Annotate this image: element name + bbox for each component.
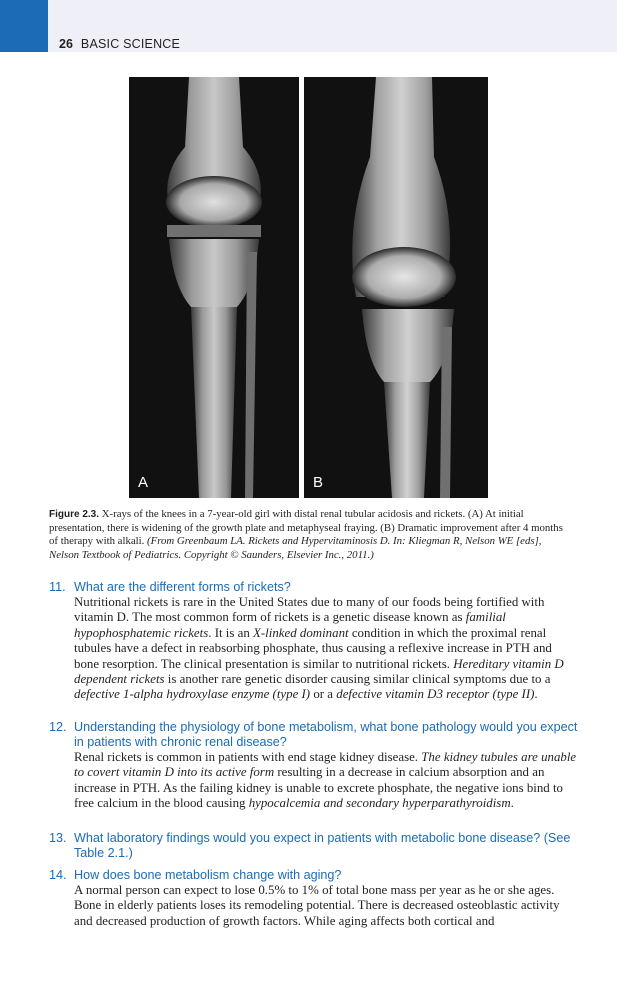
running-head: BASIC SCIENCE xyxy=(80,37,181,51)
xray-panel-b xyxy=(304,77,488,498)
figure-label: Figure 2.3. xyxy=(49,509,100,520)
question-number: 14. xyxy=(49,868,67,882)
answer-run: or a xyxy=(310,687,337,702)
header-color-tab xyxy=(0,0,48,52)
panel-label-a: A xyxy=(138,474,149,491)
answer-text xyxy=(49,883,579,929)
answer-run: resulting in a decrease in calcium absorption and an increase in PTH. As the failing kidney is unable to excrete phosphate, the negative ions bind to free calcium in the blood causing xyxy=(74,765,564,811)
question-number: 11. xyxy=(49,580,66,594)
xray-image-b xyxy=(304,77,488,498)
answer-emphasis: defective vitamin D3 receptor (type II) xyxy=(336,687,535,702)
caption-source: (From Greenbaum LA. Rickets and Hypervitaminosis D. In: Kliegman R, Nelson WE [eds], Nelson Textbook of Pediatrics. Copyright © Saunders, Elsevier Inc., 2011.) xyxy=(49,535,542,561)
question-text: What laboratory findings would you expect in patients with metabolic bone disease? (See Table 2.1.) xyxy=(74,831,571,860)
qa-item-12 xyxy=(49,720,579,812)
answer-emphasis: familial hypophosphatemic rickets xyxy=(74,610,506,640)
answer-run: . It is an xyxy=(208,625,254,640)
answer-run: is another rare genetic disorder causing similar clinical symptoms due to a xyxy=(164,672,551,687)
figure-caption xyxy=(49,508,569,562)
answer-run: . xyxy=(534,687,538,702)
answer-run: Renal rickets is common in patients with end stage kidney disease. xyxy=(74,750,422,764)
qa-item-13 xyxy=(49,831,579,861)
question-heading xyxy=(49,868,579,883)
header-text xyxy=(59,37,180,51)
answer-text xyxy=(49,595,579,703)
question-number: 12. xyxy=(49,720,67,734)
answer-emphasis: hypocalcemia and secondary hyperparathyroidism xyxy=(248,796,511,811)
answer-emphasis: X-linked dominant xyxy=(253,625,349,640)
answer-run: . xyxy=(510,796,514,811)
question-heading xyxy=(49,831,579,861)
question-text: Understanding the physiology of bone metabolism, what bone pathology would you expect in patients with chronic renal disease? xyxy=(74,720,578,749)
answer-run: Nutritional rickets is rare in the United States due to many of our foods being fortified with vitamin D. The most common form of rickets is a genetic disease known as xyxy=(74,595,545,625)
answer-emphasis: Hereditary vitamin D dependent rickets xyxy=(74,656,564,687)
caption-text: X-rays of the knees in a 7-year-old girl with distal renal tubular acidosis and rickets. (A) At initial presentation, there is widening of the growth plate and metaphyseal fraying. (B) Dramatic improvement after 4 months of therapy with alkali. xyxy=(49,508,563,548)
question-text: How does bone metabolism change with aging? xyxy=(74,868,342,882)
xray-panel-a xyxy=(129,77,299,498)
question-heading xyxy=(49,580,579,595)
xray-image-a xyxy=(129,77,299,498)
answer-run: A normal person can expect to lose 0.5% to 1% of total bone mass per year as he or she ages. Bone in elderly patients loses its remodeling potential. There is decreased osteoblastic activity and decreased production of growth factors. While aging affects both cortical and xyxy=(74,883,560,928)
panel-label-b: B xyxy=(313,474,324,491)
qa-item-14 xyxy=(49,868,579,929)
answer-emphasis: defective 1-alpha hydroxylase enzyme (type I) xyxy=(74,687,311,702)
question-heading xyxy=(49,720,579,750)
question-number: 13. xyxy=(49,831,67,845)
page-number: 26 xyxy=(59,37,73,51)
answer-run: condition in which the proximal renal tubules have a defect in reabsorbing phosphate, thus causing a reflexive increase in PTH and bone resorption. The clinical presentation is similar to nutritional rickets. xyxy=(74,625,552,671)
answer-text xyxy=(49,750,579,812)
qa-item-11 xyxy=(49,580,579,703)
question-text: What are the different forms of rickets? xyxy=(74,580,291,594)
answer-emphasis: The kidney tubules are unable to covert vitamin D into its active form xyxy=(74,750,577,780)
